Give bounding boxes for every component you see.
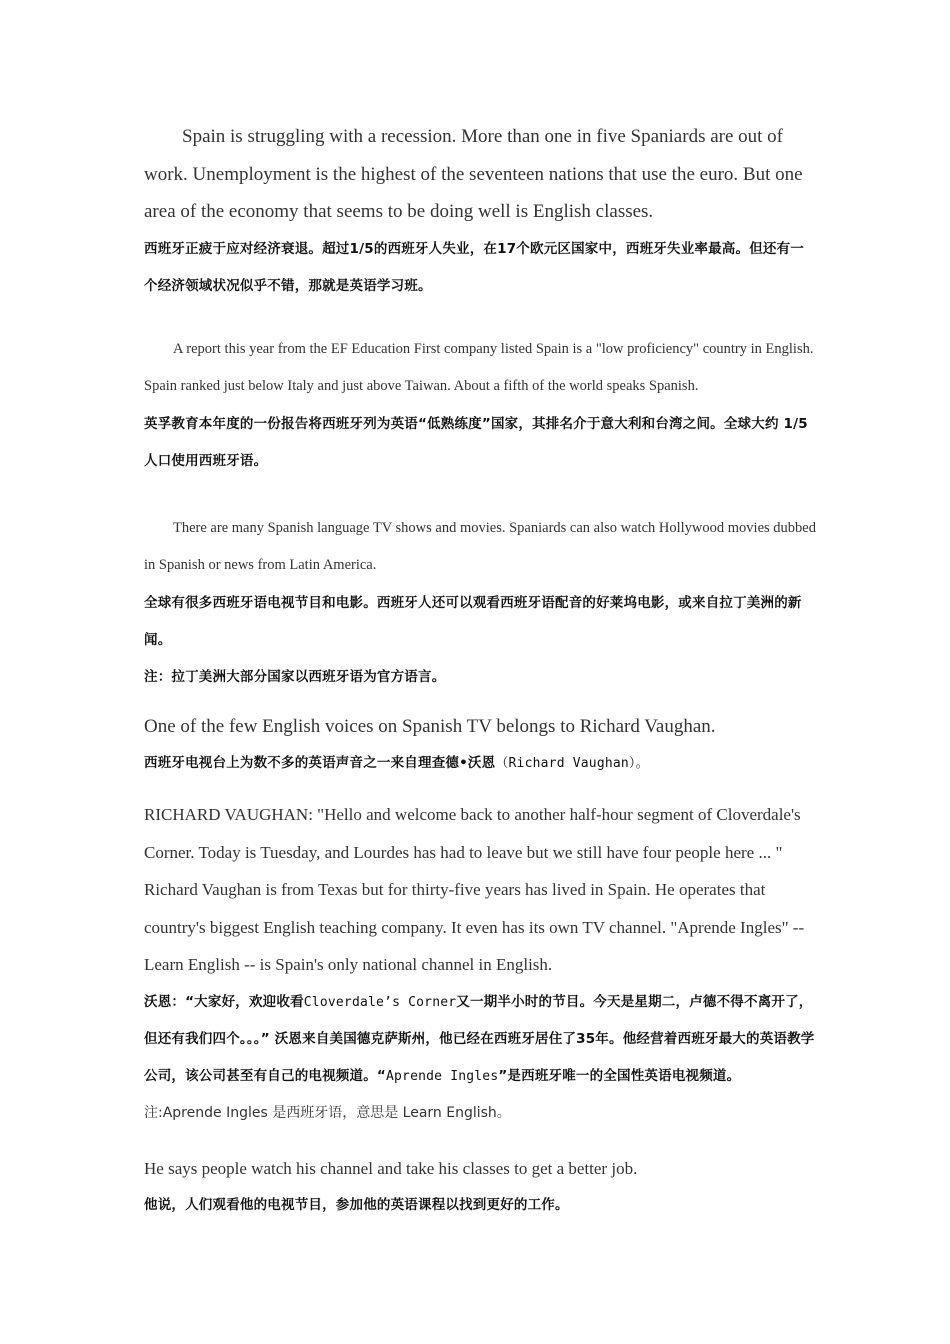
document-body [144, 118, 816, 1224]
paragraph-5-chinese-channel-name: Aprende Ingles [385, 1068, 499, 1084]
paragraph-4-english: One of the few English voices on Spanish TV belongs to Richard Vaughan. [144, 715, 716, 737]
paragraph-5-chinese-show-name: Cloverdale’s Corner [303, 994, 457, 1010]
spacer [144, 480, 816, 510]
spacer [144, 305, 816, 331]
paragraph-4-chinese-name: （Richard Vaughan）。 [495, 756, 649, 771]
paragraph-5-note: 注:Aprende Ingles 是西班牙语，意思是 Learn English。 [144, 1104, 511, 1121]
spacer [144, 782, 816, 796]
paragraph-5-chinese-part-c: 又一期半小时的节目。今天是星期二，卢德不得不离开了，但还有我们四个。。。” 沃恩来自美国德克萨斯州，他已经在西班牙居住了35年。他经营着西班牙最大的英语教学公司，该公司甚至有自己的电视频道。“ [144, 993, 815, 1084]
paragraph-6-english: He says people watch his channel and take his classes to get a better job. [144, 1158, 638, 1178]
spacer [144, 1132, 816, 1150]
spacer [144, 696, 816, 708]
paragraph-4-chinese-text: 西班牙电视台上为数不多的英语声音之一来自理查德•沃恩 [144, 755, 496, 771]
paragraph-5-chinese-part-e: ”是西班牙唯一的全国性英语电视频道。 [498, 1067, 741, 1084]
paragraph-6-chinese: 他说，人们观看他的电视节目，参加他的英语课程以找到更好的工作。 [144, 1197, 569, 1213]
paragraph-2-english: A report this year from the EF Education First company listed Spain is a "low proficiency" country in English. Spain ranked just below Italy and just above Taiwan. About a fifth of the world speaks Spanish. [144, 340, 814, 394]
paragraph-2-chinese: 英孚教育本年度的一份报告将西班牙列为英语“低熟练度”国家，其排名介于意大利和台湾之间。全球大约 1/5 人口使用西班牙语。 [144, 415, 808, 469]
paragraph-4-chinese [144, 745, 816, 782]
paragraph-3-chinese: 全球有很多西班牙语电视节目和电影。西班牙人还可以观看西班牙语配音的好莱坞电影，或来自拉丁美洲的新闻。 [144, 594, 802, 648]
paragraph-5-chinese [144, 984, 816, 1095]
paragraph-1-english: Spain is struggling with a recession. More than one in five Spaniards are out of work. Unemployment is the highest of the seventeen nations that use the euro. But one area of the economy that seems to be doing well is English classes. [144, 126, 803, 222]
paragraph-5-english: RICHARD VAUGHAN: "Hello and welcome back to another half-hour segment of Cloverdale's Corner. Today is Tuesday, and Lourdes has had to leave but we still have four people here ... " Richard Vaughan is from Texas but for thirty-five years has lived in Spain. He operates that country's biggest English teaching company. It even has its own TV channel. "Aprende Ingles" -- Learn English -- is Spain's only national channel in English. [144, 805, 805, 974]
paragraph-3-note: 注：拉丁美洲大部分国家以西班牙语为官方语言。 [144, 668, 446, 685]
paragraph-5-chinese-part-a: 沃恩：“大家好，欢迎收看 [144, 993, 304, 1010]
paragraph-3-english: There are many Spanish language TV shows and movies. Spaniards can also watch Hollywood movies dubbed in Spanish or news from Latin America. [144, 519, 816, 573]
paragraph-1-chinese: 西班牙正疲于应对经济衰退。超过1/5的西班牙人失业，在17个欧元区国家中，西班牙失业率最高。但还有一个经济领域状况似乎不错，那就是英语学习班。 [144, 240, 805, 294]
